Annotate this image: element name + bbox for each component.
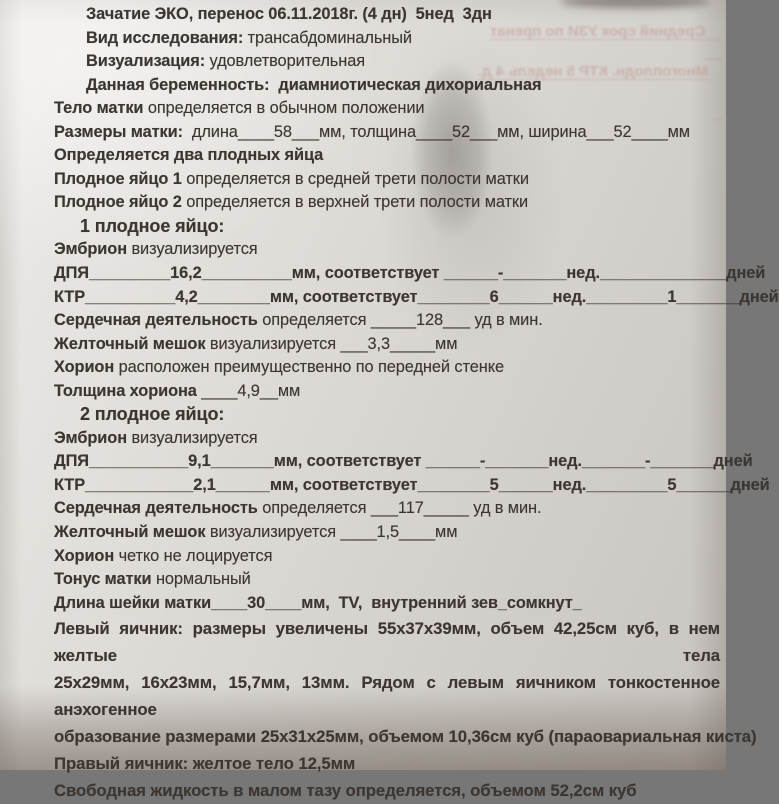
- text-segment: Данная беременность:: [86, 75, 270, 94]
- left-ovary-line-1: [54, 615, 720, 669]
- free-fluid-line: [54, 777, 720, 804]
- text-segment: Плодное яйцо 1: [54, 169, 182, 188]
- chorion-thickness-line: [54, 380, 720, 404]
- text-segment: Хорион: [54, 546, 115, 565]
- text-segment: диамниотическая дихориальная: [269, 75, 542, 94]
- text-segment: визуализируется ___3,3_____мм: [205, 334, 458, 353]
- text-segment: четко не лоцируется: [114, 546, 273, 565]
- right-ovary-line: [54, 750, 720, 777]
- text-segment: Размеры матки:: [54, 122, 183, 141]
- text-segment: Длина шейки матки____30____мм, TV, внутренний зев_сомкнут_: [54, 593, 582, 612]
- bleedthrough-line-1: Средний срок УЗИ по пренат: [490, 23, 706, 40]
- text-segment: Плодное яйцо 2: [54, 193, 182, 212]
- embryo1-line: [54, 238, 720, 262]
- text-segment: Зачатие ЭКО, перенос 06.11.2018г. (4 дн) 5нед 3дн: [86, 5, 492, 23]
- text-segment: КТР__________4,2________мм, соответствует________6______нед._________1_______дней: [54, 287, 779, 306]
- chorion2-line: [54, 545, 720, 569]
- dpya2-line: [54, 450, 753, 474]
- pregnancy-type-line: [54, 74, 720, 98]
- left-ovary-line-2: [54, 669, 720, 723]
- study-type-line: [54, 27, 720, 51]
- text-segment: ____4,9__мм: [196, 381, 301, 400]
- text-segment: Толщина хориона: [54, 381, 197, 400]
- text-segment: Левый яичник: размеры увеличены 55х37х39мм, объем 42,25см куб, в нем желтые тела: [54, 619, 720, 666]
- text-segment: Желточный мешок: [54, 523, 206, 542]
- text-segment: 25х29мм, 16х23мм, 15,7мм, 13мм. Рядом с левым яичником тонкостенное анэхогенное: [54, 673, 720, 720]
- text-segment: Свободная жидкость в малом тазу определяется, объемом 52,2см куб: [54, 781, 637, 801]
- text-segment: Сердечная деятельность: [54, 499, 258, 518]
- text-segment: ДПЯ_________16,2__________мм, соответствует ______-_______нед.______________дней: [54, 264, 766, 283]
- text-segment: определяется в обычном положении: [143, 99, 425, 118]
- text-segment: визуализируется: [127, 428, 258, 447]
- yolk-sac1-line: [54, 333, 720, 357]
- text-segment: Определяется два плодных яйца: [54, 146, 324, 165]
- text-segment: Правый яичник: желтое тело 12,5мм: [54, 754, 356, 774]
- text-segment: Хорион: [54, 358, 115, 377]
- text-segment: образование размерами 25х31х25мм, объемом 10,36см куб (параовариальная киста): [54, 727, 757, 747]
- text-segment: визуализируется: [127, 240, 258, 259]
- uterine-tone-line: [54, 568, 720, 592]
- text-segment: Желточный мешок: [54, 334, 206, 353]
- text-segment: длина____58___мм, толщина____52___мм, ширина___52____мм: [182, 122, 690, 141]
- embryo2-line: [54, 427, 720, 451]
- visualization-line: [54, 50, 720, 74]
- text-segment: нормальный: [151, 570, 251, 589]
- text-segment: 2 плодное яйцо:: [80, 404, 225, 425]
- ktr1-line: [54, 286, 779, 310]
- ovum1-section-title: [54, 215, 720, 239]
- text-segment: ДПЯ___________9,1_______мм, соответствует ______-_______нед._______-_______дней: [54, 452, 753, 471]
- cervix-length-line: [54, 592, 720, 616]
- text-segment: определяется в верхней трети полости матки: [181, 193, 529, 212]
- text-segment: Тонус матки: [54, 570, 152, 589]
- text-segment: Эмбрион: [54, 428, 127, 447]
- text-segment: определяется _____128___ уд в мин.: [257, 311, 543, 330]
- conception-line: [54, 3, 720, 27]
- text-segment: удовлетворительная: [205, 52, 365, 71]
- chorion1-line: [54, 356, 720, 380]
- text-segment: расположен преимущественно по передней стенке: [114, 358, 504, 377]
- document-lines: [54, 3, 779, 804]
- uterus-size-line: [54, 121, 720, 145]
- heartbeat2-line: [54, 497, 720, 521]
- text-segment: Вид исследования:: [86, 28, 244, 47]
- ktr2-line: [54, 474, 770, 498]
- text-segment: Эмбрион: [54, 240, 127, 259]
- text-segment: Визуализация:: [86, 52, 206, 71]
- heartbeat1-line: [54, 309, 720, 333]
- text-segment: определяется ___117_____ уд в мин.: [257, 499, 542, 518]
- text-segment: Сердечная деятельность: [54, 311, 258, 330]
- two-ova-line: [54, 144, 720, 168]
- ovum1-location-line: [54, 168, 720, 192]
- text-segment: определяется в средней трети полости матки: [181, 169, 529, 188]
- dpya1-line: [54, 262, 766, 286]
- text-segment: визуализируется ____1,5____мм: [205, 523, 458, 542]
- text-segment: КТР____________2,1______мм, соответствует________5______нед._________5______дней: [54, 475, 770, 494]
- text-segment: 1 плодное яйцо:: [80, 215, 225, 236]
- text-segment: трансабдоминальный: [243, 28, 412, 47]
- text-segment: Тело матки: [54, 99, 144, 118]
- bleedthrough-line-2: Многоплодн. КТР 5 недель 4 д.: [478, 63, 708, 80]
- uterus-body-line: [54, 97, 720, 121]
- ovum2-location-line: [54, 191, 720, 215]
- ovum2-section-title: [54, 403, 720, 427]
- yolk-sac2-line: [54, 521, 720, 545]
- left-ovary-line-3: [54, 723, 757, 750]
